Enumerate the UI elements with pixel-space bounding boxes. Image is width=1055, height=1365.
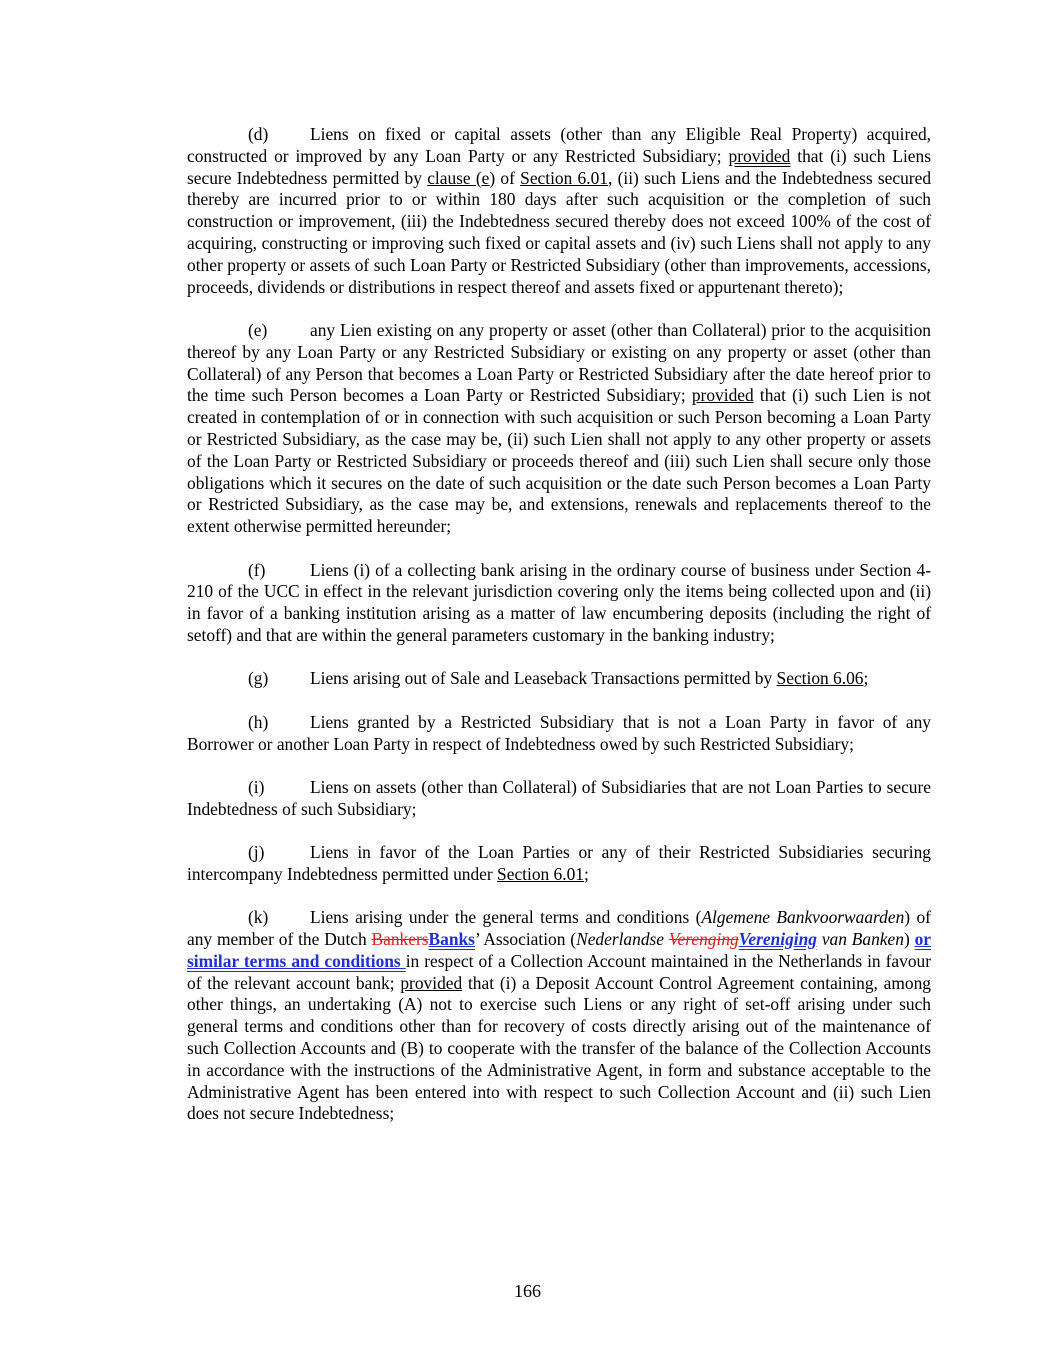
clause-label: (e) [248,319,268,340]
clause-i: (i) Liens on assets (other than Collateral) of Subsidiaries that are not Loan Parties to secure Indebtedness of such Subsidiary; [187,776,931,819]
clause-label: (i) [248,776,265,797]
clause-label: (k) [248,907,269,928]
inserted-text: or similar terms and conditions [187,929,932,971]
italic-term: van Banken [817,929,904,950]
provided-term: provided [400,972,463,993]
clause-label: (f) [248,559,266,580]
clause-h: (h) Liens granted by a Restricted Subsidiary that is not a Loan Party in favor of any Borrower or another Loan Party in respect of Indebtedness owed by such Restricted Subsidiary; [187,711,931,754]
clause-g: (g) Liens arising out of Sale and Leaseback Transactions permitted by Section 6.06; [248,668,869,689]
clause-label: (h) [248,711,269,732]
clause-reference: clause (e) [427,167,496,188]
clause-label: (j) [248,842,265,863]
provided-term: provided [691,385,754,406]
provided-term: provided [728,145,791,166]
clause-e: (e) any Lien existing on any property or asset (other than Collateral) prior to the acquisition thereof by any Loan Party or any Restricted Subsidiary or existing on any property or asset (other than Collateral) of any Person that becomes a Loan Party or Restricted Subsidiary after the date hereof prior to the time such Person becomes a Loan Party or Restricted Subsidiary; provided that (i) such Lien is not created in contemplation of or in connection with such acquisition or such Person becoming a Loan Party or Restricted Subsidiary, as the case may be, (ii) such Lien shall not apply to any other property or assets of the Loan Party or Restricted Subsidiary or proceeds thereof and (iii) such Lien shall secure only those obligations which it secures on the date of such acquisition or the date such Person becomes a Loan Party or Restricted Subsidiary, as the case may be, and extensions, renewals and replacements thereof to the extent otherwise permitted hereunder; [187,319,931,537]
italic-term: Algemene Bankvoorwaarden [701,907,905,928]
clause-label: (g) [248,668,269,689]
inserted-text: Vereniging [738,929,817,950]
italic-term: Nederlandse [576,929,664,950]
inserted-text: Banks [428,929,475,950]
clause-f: (f) Liens (i) of a collecting bank arising in the ordinary course of business under Section 4-210 of the UCC in effect in the relevant jurisdiction covering only the items being collected upon and (ii) in favor of a banking institution arising as a matter of law encumbering deposits (including the right of setoff) and that are within the general parameters customary in the banking industry; [187,559,931,645]
deleted-text: Bankers [371,929,429,950]
clause-label: (d) [248,124,269,144]
document-page [187,124,931,1147]
section-reference: Section 6.01 [520,167,608,188]
clause-j: (j) Liens in favor of the Loan Parties or any of their Restricted Subsidiaries securing intercompany Indebtedness permitted under Section 6.01; [187,842,931,884]
deleted-text: Verenging [668,929,739,950]
clause-d: (d) Liens on fixed or capital assets (other than any Eligible Real Property) acquired, constructed or improved by any Loan Party or any Restricted Subsidiary; provided that (i) such Liens secure Indebtedness permitted by clause (e) of Section 6.01, (ii) such Liens and the Indebtedness secured thereby are incurred prior to or within 180 days after such acquisition or the completion of such construction or improvement, (iii) the Indebtedness secured thereby does not exceed 100% of the cost of acquiring, constructing or improving such fixed or capital assets and (iv) such Liens shall not apply to any other property or assets of such Loan Party or Restricted Subsidiary (other than improvements, accessions, proceeds, dividends or distributions in respect thereof and assets fixed or appurtenant thereto); [187,124,932,297]
section-reference: Section 6.01 [497,863,584,884]
section-reference: Section 6.06 [776,668,864,689]
page-number: 166 [514,1281,541,1301]
clause-k: (k) Liens arising under the general terms and conditions (Algemene Bankvoorwaarden) of any member of the Dutch BankersBanks’ Association (Nederlandse VerengingVereniging van Banken) or similar terms and conditions in respect of a Collection Account maintained in the Netherlands in favour of the relevant account bank; provided that (i) a Deposit Account Control Agreement containing, among other things, an undertaking (A) not to exercise such Liens or any right of set-off arising under such general terms and conditions other than for recovery of costs directly arising out of the maintenance of such Collection Accounts and (B) to cooperate with the transfer of the balance of the Collection Accounts in accordance with the instructions of the Administrative Agent, in form and substance acceptable to the Administrative Agent has been entered into with respect to such Collection Account and (ii) such Lien does not secure Indebtedness; [187,907,932,1124]
